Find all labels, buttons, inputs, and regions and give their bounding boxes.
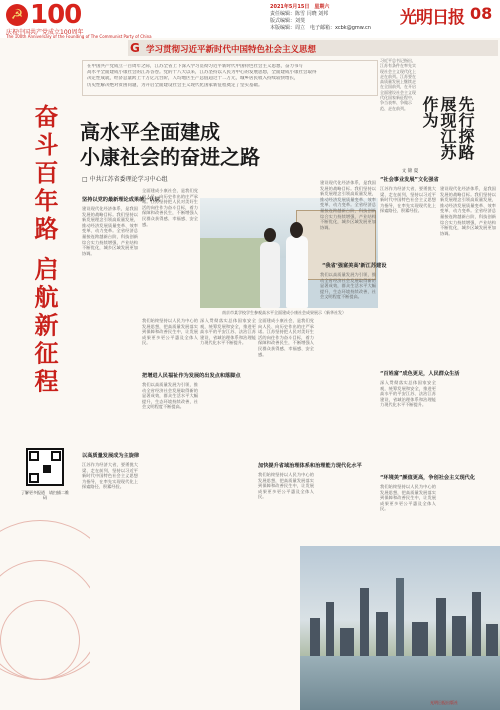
subhead: 坚持以党的最新理论成果统一认识 <box>82 197 160 203</box>
qr-finder <box>29 451 39 461</box>
body-column: 深入贯彻落实总体国家安全观，统筹发展和安全，推进更高水平的平安江苏、法治江苏建设，省域治理体系和治理能力现代化水平不断提升。 <box>200 318 256 346</box>
section-title: 学习贯彻习近平新时代中国特色社会主义思想 <box>146 45 317 55</box>
photo-caption: 南京市某学校学生参观高水平全面建成小康社会成果展示（新华社发） <box>222 310 346 315</box>
qr-module <box>43 465 51 473</box>
body-column: 江苏作为经济大省，要勇挑大梁、走在前列，坚持以习近平新时代中国特色社会主义思想为指导，在率先实现现代化上探索路径、积累经验。 <box>380 186 436 214</box>
meta-contact: 本版编辑：周立 电子邮箱：xcbk@gmw.cn <box>270 25 371 31</box>
building <box>452 616 466 658</box>
building <box>396 578 404 658</box>
section-glyph: G <box>130 41 140 55</box>
vertical-slogan <box>26 80 62 425</box>
subhead: 以高质量发展成为主旋律 <box>82 453 140 459</box>
page-header <box>0 0 500 38</box>
building <box>360 588 369 658</box>
meta-editors: 责任编辑：陈雪 闫晓 刘邦 <box>270 11 329 17</box>
qr-caption: 了解更多报道 请扫描二维码 <box>21 490 69 500</box>
slogan-text: 奋斗百年路 启航新征程 <box>30 103 58 397</box>
issue-meta <box>270 4 400 32</box>
summary-line: 历史性解决绝对贫困问题，为开启全面建设社会主义现代化国家新征程奠定了坚实基础。 <box>87 82 263 88</box>
body-column: 深入贯彻落实总体国家安全观，统筹发展和安全，推进更高水平的平安江苏、法治江苏建设，省域治理体系和治理能力现代化水平不断提升。 <box>380 380 436 408</box>
qr-code[interactable] <box>26 448 64 486</box>
photo-person <box>290 222 303 238</box>
headline-line-1: 高水平全面建成 <box>80 120 220 144</box>
page-number: 08 <box>470 4 493 23</box>
logo-caption: 庆祝中国共产党成立100周年 <box>6 29 84 36</box>
subhead: 把增进人民福祉作为发展的出发点和落脚点 <box>142 373 241 379</box>
cityscape-photo <box>300 546 500 710</box>
byline-author: 中共江苏省委理论学习中心组 <box>89 176 168 183</box>
building <box>340 628 354 658</box>
side-commentary <box>380 58 496 173</box>
commentary-author: 夏锦文 <box>401 168 418 173</box>
building <box>310 618 320 658</box>
building <box>436 598 446 658</box>
building <box>412 622 428 658</box>
qr-finder <box>29 473 39 483</box>
body-column: 我们以高质量发展为引领，推动全省经济社会发展取得新的显著成效，群众生活水平大幅提升，生态环境持续改善，社会文明程度不断提高。 <box>142 382 198 410</box>
summary-line: 在中国共产党成立一百周年之际，江苏全省上下深入学习贯彻习近平新时代中国特色社会主义思想，奋力书写 <box>87 64 303 69</box>
logo-number: 100 <box>30 0 82 30</box>
body-column: 我们以高质量发展为引领，推动全省经济社会发展取得新的显著成效，群众生活水平大幅提升，生态环境持续改善，社会文明程度不断提高。 <box>320 272 376 300</box>
body-column: 我们始终坚持以人民为中心的发展思想，把高质量发展落实到保障和改善民生中，让发展成果更多更公平惠及全体人民。 <box>142 318 198 346</box>
meta-layout: 版式编辑：刘斐 <box>270 18 306 24</box>
body-column: 全面建成小康社会，是我们党向人民、向历史作出的庄严承诺。江苏坚持把人民对美好生活的向往作为奋斗目标，着力保障和改善民生，不断增强人民群众获得感、幸福感、安全感。 <box>142 188 198 227</box>
body-column: 全面建成小康社会，是我们党向人民、向历史作出的庄严承诺。江苏坚持把人民对美好生活的向往作为奋斗目标，着力保障和改善民生，不断增强人民群众获得感、幸福感、安全感。 <box>258 318 314 357</box>
subhead: “百姓富”成色更足，人民群众生活 <box>380 371 460 377</box>
body-column: 我们始终坚持以人民为中心的发展思想，把高质量发展落实到保障和改善民生中，让发展成果更多更公平惠及全体人民。 <box>258 472 314 500</box>
article-byline: □ 中共江苏省委理论学习中心组 <box>82 176 168 183</box>
body-column: 建设现代化经济体系，是我国发展的战略目标。我们坚持以新发展理念引领高质量发展，推动经济发展质量变革、效率变革、动力变革。全省经济总量接连跨越新台阶，科技创新综合实力持续增强，产业结构不断优化，城乡区域发展更加协调。 <box>320 180 376 230</box>
subhead: “社会事业发展”文化强省 <box>380 177 439 183</box>
headline-line-2: 小康社会的奋进之路 <box>80 145 260 169</box>
photo-person <box>264 228 276 242</box>
lead-summary <box>82 60 378 96</box>
commentary-text: 习近平总书记指出，江苏有条件在率先实现社会主义现代化上走在前列。江苏要在高质量发展上继续走在全国前列，在开启全面建设社会主义现代化国家新征程中，争当表率、争做示范、走在前列。 <box>380 58 416 111</box>
body-column: 江苏作为经济大省，要勇挑大梁、走在前列，坚持以习近平新时代中国特色社会主义思想为指导，在率先实现现代化上探索路径、积累经验。 <box>82 462 138 490</box>
body-column: 建设现代化经济体系，是我国发展的战略目标。我们坚持以新发展理念引领高质量发展，推动经济发展质量变革、效率变革、动力变革。全省经济总量接连跨越新台阶，科技创新综合实力持续增强，产业结构不断优化，城乡区域发展更加协调。 <box>82 206 138 256</box>
subhead: “我省‘强富美高’新江苏建设 <box>322 263 387 269</box>
footer-credit: 光明日报出版社 <box>430 700 458 705</box>
decorative-pattern <box>0 500 90 710</box>
centenary-logo <box>4 0 152 39</box>
decor-arc <box>0 600 80 680</box>
subhead: 加快提升省域治理体系和治理能力现代化水平 <box>258 463 362 469</box>
building <box>472 592 481 658</box>
summary-line: 决定性成就，经济总量跨上十万亿元台阶，人均地区生产总值超过十二万元，城乡居民收入持续较快增长， <box>87 76 299 82</box>
body-column: 我们始终坚持以人民为中心的发展思想，把高质量发展落实到保障和改善民生中，让发展成果更多更公平惠及全体人民。 <box>380 484 436 512</box>
masthead: 光明日报 <box>400 8 464 28</box>
subhead: “环境美”颜值更高，争创社会主义现代化 <box>380 475 476 481</box>
photo-person <box>260 242 280 308</box>
qr-finder <box>51 451 61 461</box>
issue-date: 2021年5月15日 星期六 <box>270 4 330 10</box>
photo-person <box>286 236 308 308</box>
building <box>376 612 388 658</box>
article-headline <box>80 120 260 170</box>
section-banner <box>128 40 498 56</box>
party-emblem-icon: ☭ <box>6 4 28 26</box>
building <box>326 602 334 658</box>
body-column: 建设现代化经济体系，是我国发展的战略目标。我们坚持以新发展理念引领高质量发展，推动经济发展质量变革、效率变革、动力变革。全省经济总量接连跨越新台阶，科技创新综合实力持续增强，产业结构不断优化，城乡区域发展更加协调。 <box>440 186 496 236</box>
commentary-title: 先行探路 展现江苏作为 <box>420 96 475 160</box>
logo-caption-en: The 100th Anniversary of the Founding of The Communist Party of China <box>6 34 152 39</box>
summary-line: 高水平全面建成小康社会的江苏答卷。党的十八大以来，江苏坚持以人民为中心的发展思想，全面建成小康社会取得 <box>87 70 317 76</box>
river <box>300 656 500 710</box>
building <box>486 624 498 658</box>
